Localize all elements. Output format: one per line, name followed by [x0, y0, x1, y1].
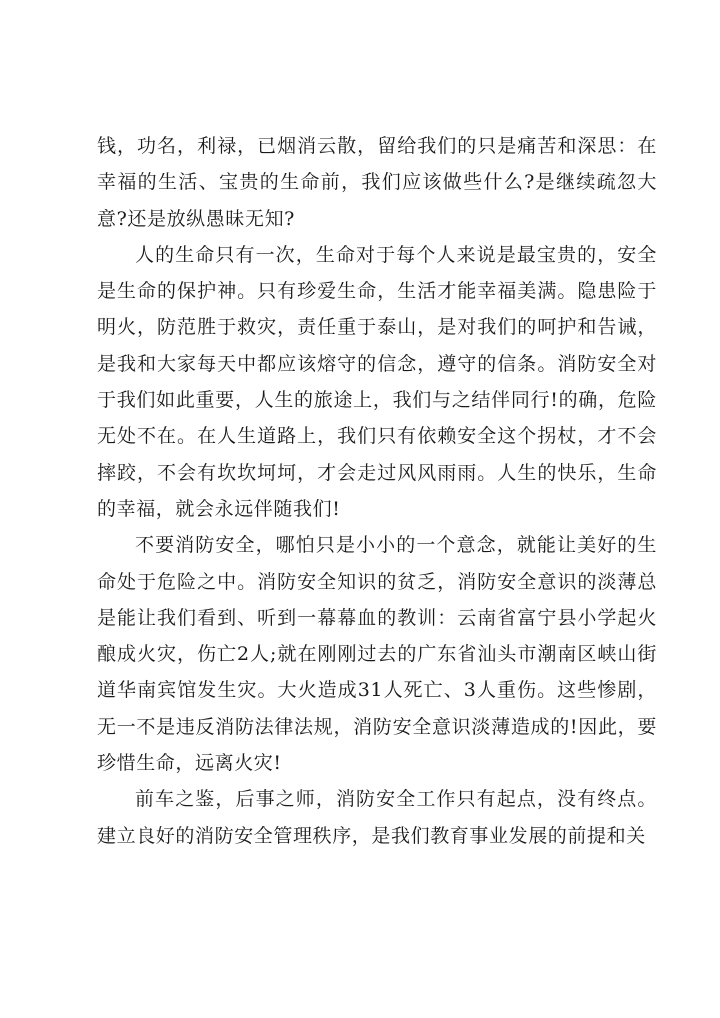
- paragraph-2: 人的生命只有一次，生命对于每个人来说是最宝贵的，安全是生命的保护神。只有珍爱生命，生活才能幸福美满。隐患险于明火，防范胜于救灾，责任重于泰山，是对我们的呵护和告诫，是我和大家每天中都应该熔守的信念，遵守的信条。消防安全对于我们如此重要，人生的旅途上，我们与之结伴同行!的确，危险无处不在。在人生道路上，我们只有依赖安全这个拐杖，才不会摔跤，不会有坎坎坷坷，才会走过风风雨雨。人生的快乐，生命的幸福，就会永远伴随我们!: [97, 243, 657, 520]
- paragraph-3: 不要消防安全，哪怕只是小小的一个意念，就能让美好的生命处于危险之中。消防安全知识的贫乏，消防安全意识的淡薄总是能让我们看到、听到一幕幕血的教训：云南省富宁县小学起火酿成火灾，伤亡2人;就在刚刚过去的广东省汕头市潮南区峡山街道华南宾馆发生灾。大火造成31人死亡、3人重伤。这些惨剧，无一不是违反消防法律法规，消防安全意识淡薄造成的!因此，要珍惜生命，远离火灾!: [97, 534, 657, 775]
- paragraph-4: 前车之鉴，后事之师，消防安全工作只有起点，没有终点。建立良好的消防安全管理秩序，是我们教育事业发展的前提和关: [97, 788, 657, 847]
- paragraph-1: 钱，功名，利禄，已烟消云散，留给我们的只是痛苦和深思：在幸福的生活、宝贵的生命前，我们应该做些什么?是继续疏忽大意?还是放纵愚昧无知?: [97, 135, 657, 230]
- document-body: [97, 128, 657, 854]
